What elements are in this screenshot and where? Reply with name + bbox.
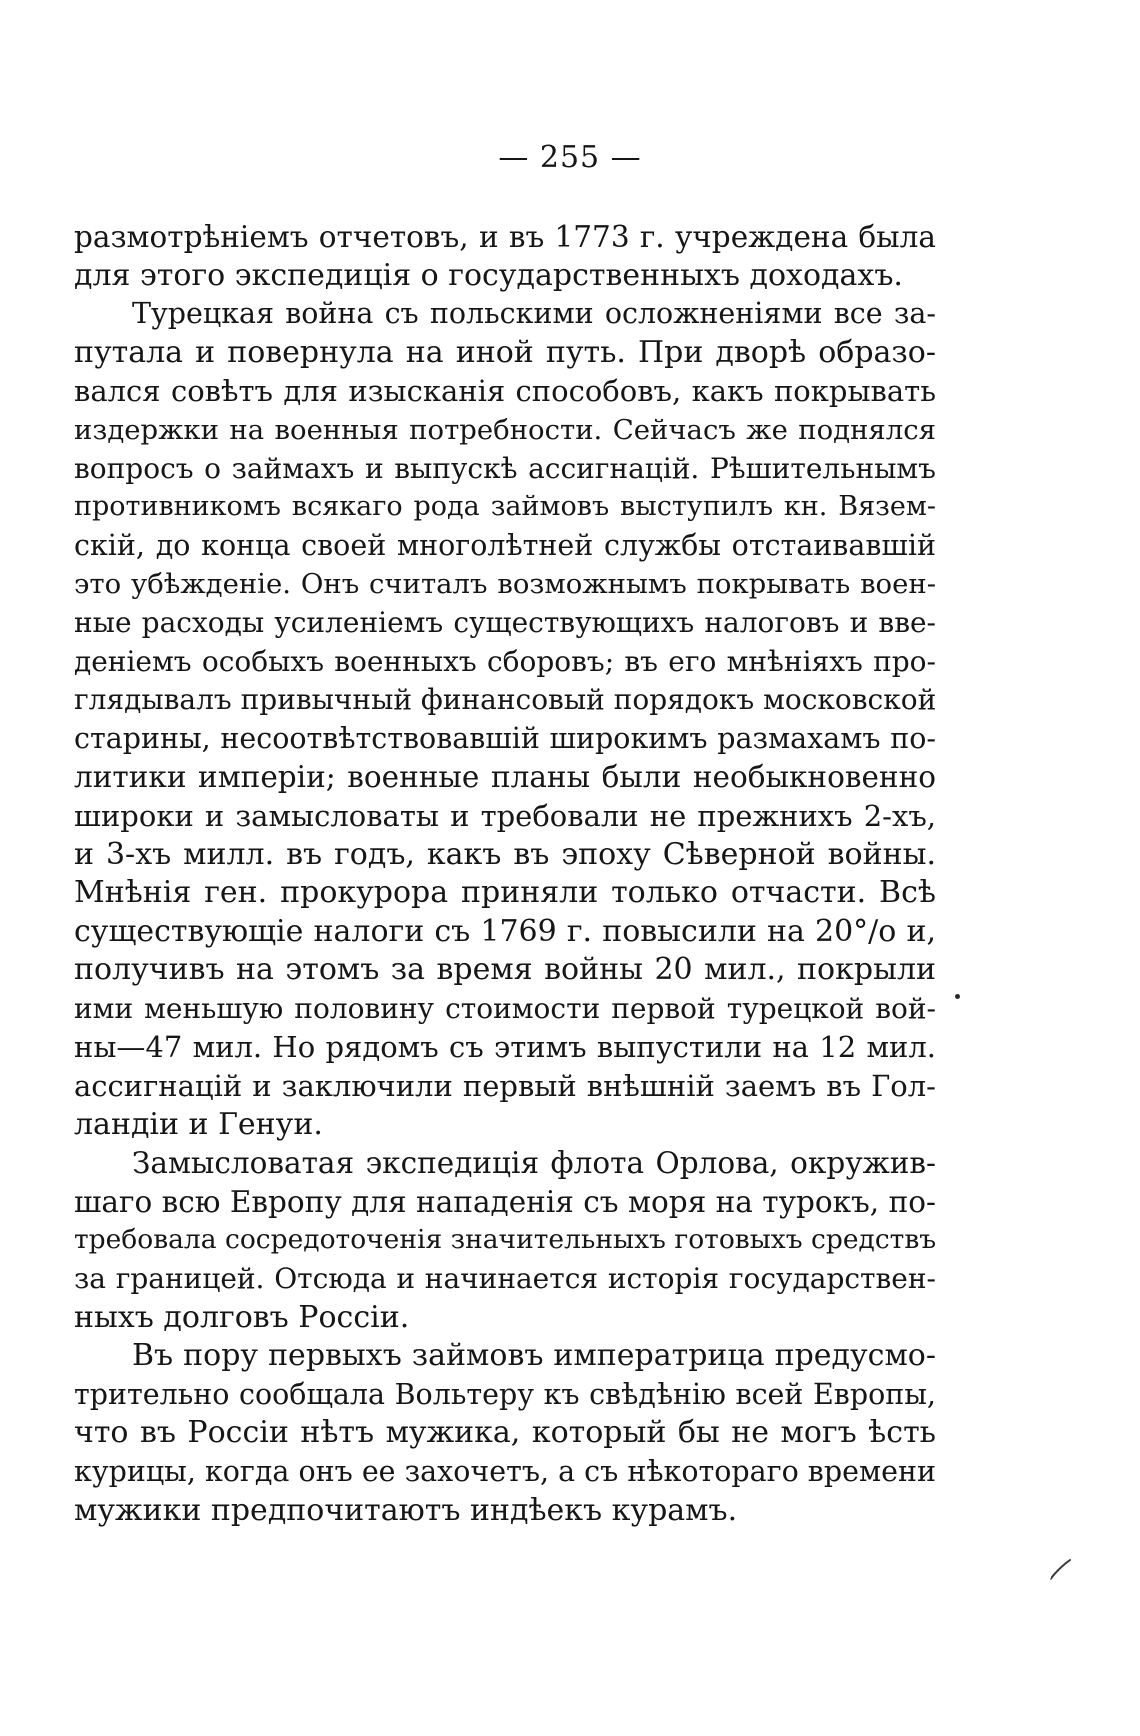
text-line: ны—47 мил. Но рядомъ съ этимъ выпустили на 12 мил. (74, 1030, 936, 1065)
paragraph-1 (74, 218, 936, 295)
pencil-mark-icon (1050, 1556, 1074, 1580)
text-line: вопросъ о займахъ и выпускѣ ассигнацій. Рѣшительнымъ (74, 451, 936, 485)
text-line: что въ Россіи нѣтъ мужика, который бы не могъ ѣсть (74, 1415, 936, 1451)
text-line: деніемъ особыхъ военныхъ сборовъ; въ его мнѣніяхъ про- (74, 644, 936, 678)
text-line: ные расходы усиленіемъ существующихъ налоговъ и вве- (74, 605, 936, 639)
text-line: путала и повернула на иной путь. При дворѣ образо- (74, 334, 936, 370)
text-line: ассигнацій и заключили первый внѣшній заемъ въ Гол- (74, 1069, 936, 1104)
paragraph-2 (74, 295, 936, 1144)
text-line: глядывалъ привычный финансовый порядокъ московской (74, 683, 937, 717)
text-line: ныхъ долговъ Россіи. (74, 1299, 410, 1335)
text-line: противникомъ всякаго рода займовъ выступилъ кн. Вязем- (74, 491, 936, 523)
text-line: размотрѣніемъ отчетовъ, и въ 1773 г. учреждена была (74, 220, 936, 254)
text-line: ландіи и Генуи. (74, 1106, 323, 1142)
body-text (74, 218, 936, 1530)
text-line: литики имперіи; военные планы были необыкновенно (74, 760, 936, 795)
text-line: скій, до конца своей многолѣтней службы отстаивавшій (74, 528, 936, 562)
text-line: курицы, когда онъ ее захочетъ, а съ нѣкотораго времени (74, 1455, 936, 1488)
ink-speck (955, 994, 960, 999)
text-line: ими меньшую половину стоимости первой турецкой вой- (74, 991, 936, 1025)
text-line: старины, несоотвѣтствовавшій широкимъ размахамъ по- (74, 721, 936, 755)
text-line: мужики предпочитаютъ индѣекъ курамъ. (74, 1492, 738, 1528)
text-line: трительно сообщала Вольтеру къ свѣдѣнію всей Европы, (74, 1377, 936, 1411)
paragraph-4 (74, 1337, 936, 1530)
text-line: издержки на военныя потребности. Сейчасъ же поднялся (74, 413, 936, 446)
paragraph-3 (74, 1144, 936, 1337)
page-number: — 255 — (498, 140, 642, 175)
text-line: за границей. Отсюда и начинается исторія государствен- (74, 1262, 936, 1296)
text-line: для этого экспедиція о государственныхъ доходахъ. (74, 257, 903, 293)
text-line: широки и замысловаты и требовали не прежнихъ 2-хъ, (74, 798, 936, 833)
text-line: это убѣжденіе. Онъ считалъ возможнымъ покрывать воен- (74, 568, 936, 601)
text-line: шаго всю Европу для нападенія съ моря на турокъ, по- (74, 1184, 936, 1219)
text-line: требовала сосредоточенія значительныхъ готовыхъ средствъ (74, 1224, 937, 1256)
text-line: Мнѣнія ген. прокурора приняли только отчасти. Всѣ (74, 875, 936, 911)
text-line: вался совѣтъ для изысканія способовъ, какъ покрывать (74, 374, 936, 409)
text-line: Турецкая война съ польскими осложненіями все за- (132, 297, 936, 331)
text-line: существующіе налоги съ 1769 г. повысили на 20°/о и, (74, 913, 936, 949)
text-line: и 3-хъ милл. въ годъ, какъ въ эпоху Сѣверной войны. (74, 836, 936, 872)
text-line: получивъ на этомъ за время войны 20 мил., покрыли (74, 952, 936, 988)
text-line: Въ пору первыхъ займовъ императрица предусмо- (132, 1338, 936, 1374)
text-line: Замысловатая экспедиція флота Орлова, окружив- (132, 1146, 936, 1181)
